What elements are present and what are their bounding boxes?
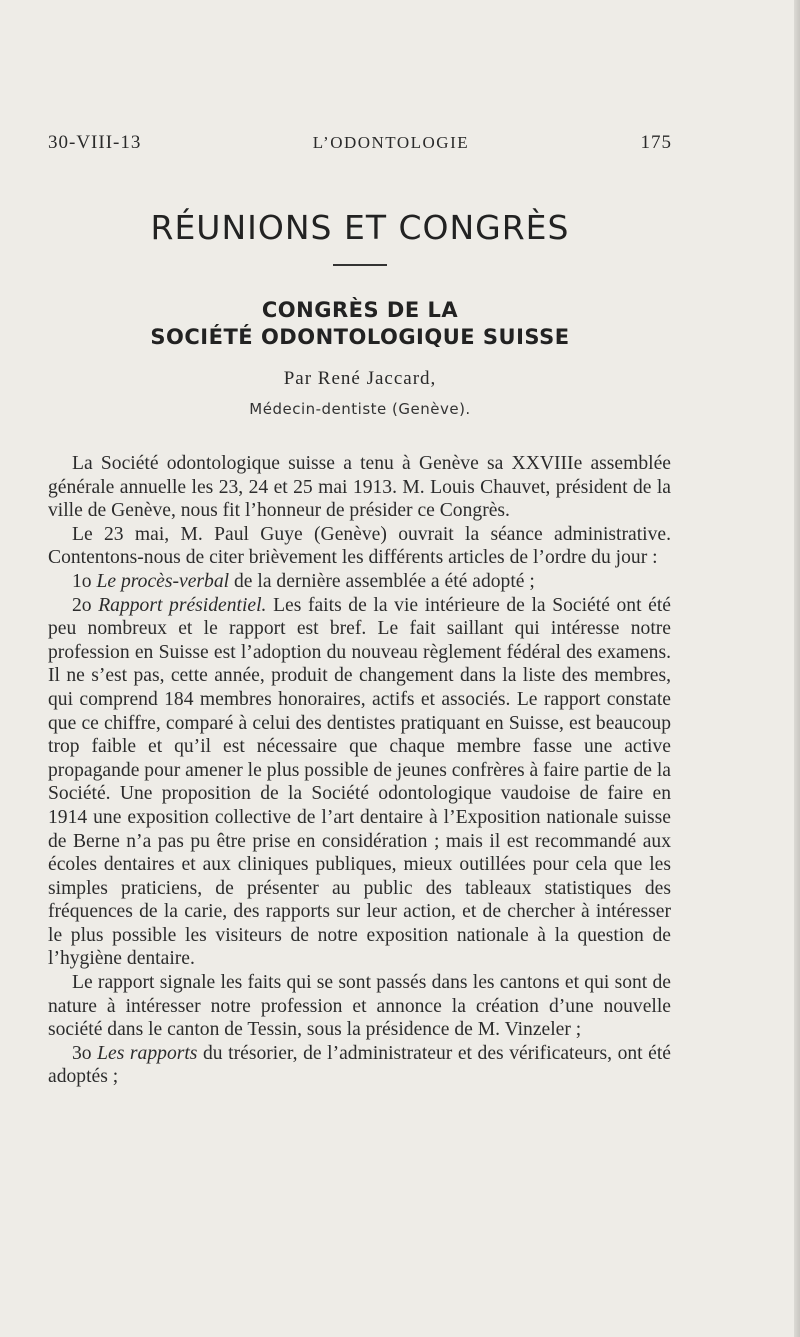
article-body [48,452,671,1089]
item-text: de la dernière assemblée a été adopté ; [234,570,535,592]
list-item [48,594,671,972]
item-title: Le procès-verbal [96,570,230,592]
item-title: Les rapports [97,1042,198,1064]
article-title-line2: SOCIÉTÉ ODONTOLOGIQUE SUISSE [150,325,570,349]
byline: Par René Jaccard, [283,368,437,389]
title-rule [333,264,387,266]
paragraph: Le 23 mai, M. Paul Guye (Genève) ouvrait la séance administrative. Contentons-nous de citer brièvement les différents articles de l’ordre du jour : [48,523,671,569]
page-number: 175 [640,132,672,153]
journal-name: L’ODONTOLOGIE [312,133,470,152]
running-head [48,132,672,154]
list-item [48,1042,671,1089]
item-title: Rapport présidentiel. [98,594,267,616]
header-date: 30-VIII-13 [48,132,142,153]
item-text: du trésorier, de l’administrateur et des vérificateurs, ont été adoptés ; [48,1042,671,1088]
item-number: 2o [72,594,92,616]
page-edge [794,0,800,1337]
item-text: Les faits de la vie intérieure de la Société ont été peu nombreux et le rapport est bref. Le fait saillant qui intéresse notre profession en Suisse est l’adoption du nouveau règlement fédéral des examens. Il ne s’est pas, cette année, produit de changement dans la liste des membres, qui comprend 184 membres honoraires, actifs et associés. Le rapport constate que ce chiffre, comparé à celui des dentistes pratiquant en Suisse, est beaucoup trop faible et qu’il est nécessaire que chaque membre fasse une active propagande pour amener le plus possible de jeunes confrères à faire partie de la Société. Une proposition de la Société odontologique vaudoise de faire en 1914 une exposition collective de l’art dentaire à l’Exposition nationale suisse de Berne n’a pas pu être prise en considération ; mais il est recommandé aux écoles dentaires et aux cliniques publiques, mieux outillées pour cela que les simples praticiens, de présenter au public des tableaux statistiques des fréquences de la carie, des rapports sur leur action, et de chercher à intéresser le plus possible les visiteurs de notre exposition nationale à la question de l’hygiène dentaire. [48,594,671,970]
paragraph: La Société odontologique suisse a tenu à Genève sa XXVIIIe assemblée générale annuelle les 23, 24 et 25 mai 1913. M. Louis Chauvet, président de la ville de Genève, nous fit l’honneur de présider ce Congrès. [48,453,671,522]
paragraph: Le rapport signale les faits qui se sont passés dans les cantons et qui sont de nature à intéresser notre profession et annonce la création d’une nouvelle société dans le canton de Tessin, sous la présidence de M. Vinzeler ; [48,972,671,1041]
article-title [0,297,720,351]
list-item [48,570,671,594]
item-number: 3o [72,1042,92,1064]
affiliation: Médecin-dentiste (Genève). [249,400,471,418]
item-number: 1o [72,570,92,592]
article-title-line1: CONGRÈS DE LA [261,298,459,322]
section-title: RÉUNIONS ET CONGRÈS [150,208,570,247]
